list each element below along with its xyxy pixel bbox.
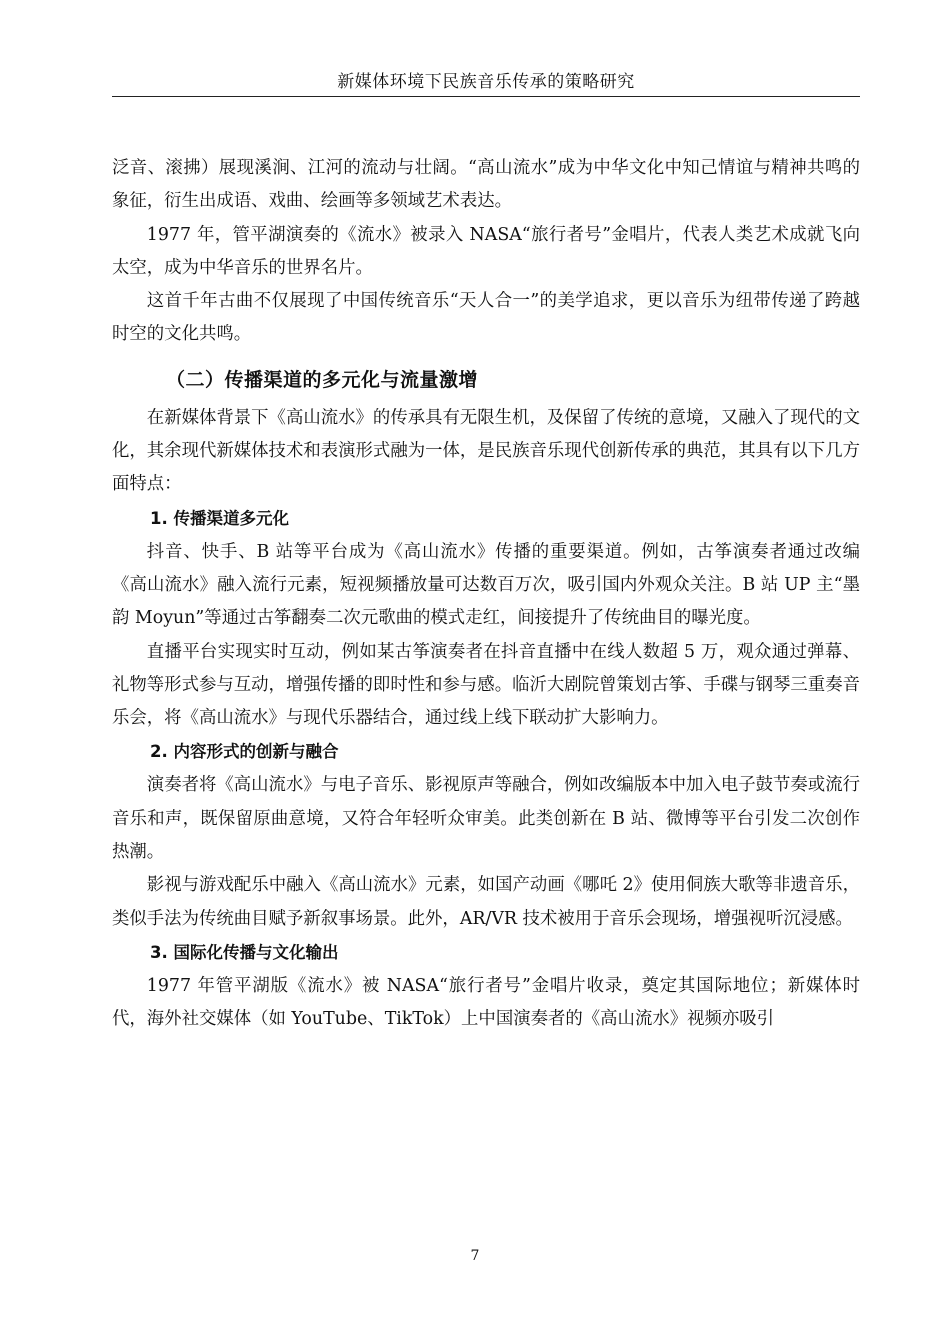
paragraph-aesthetic: 这首千年古曲不仅展现了中国传统音乐“天人合一”的美学追求，更以音乐为纽带传递了跨越时空的文化共鸣。 bbox=[112, 291, 860, 345]
running-header-title: 新媒体环境下民族音乐传承的策略研究 bbox=[337, 72, 635, 92]
paragraph-film-games: 影视与游戏配乐中融入《高山流水》元素，如国产动画《哪吒 2》使用侗族大歌等非遗音乐，类似手法为传统曲目赋予新叙事场景。此外，AR/VR 技术被用于音乐会现场，增强视听沉浸感。 bbox=[112, 875, 860, 929]
paragraph-international: 1977 年管平湖版《流水》被 NASA“旅行者号”金唱片收录，奠定其国际地位；新媒体时代，海外社交媒体（如 YouTube、TikTok）上中国演奏者的《高山流水》视频亦吸引 bbox=[112, 975, 860, 1030]
subheading-channels: 1. 传播渠道多元化 bbox=[150, 508, 289, 528]
paragraph-voyager-record: 1977 年，管平湖演奏的《流水》被录入 NASA“旅行者号”金唱片，代表人类艺术成就飞向太空，成为中华音乐的世界名片。 bbox=[112, 224, 860, 278]
paragraph-platforms: 抖音、快手、B 站等平台成为《高山流水》传播的重要渠道。例如，古筝演奏者通过改编《高山流水》融入流行元素，短视频播放量可达数百万次，吸引国内外观众关注。B 站 UP 主“墨韵 Moyun”等通过古筝翻奏二次元歌曲的模式走红，间接提升了传统曲目的曝光度。 bbox=[112, 541, 860, 629]
paragraph-livestream: 直播平台实现实时互动，例如某古筝演奏者在抖音直播中在线人数超 5 万，观众通过弹幕、礼物等形式参与互动，增强传播的即时性和参与感。临沂大剧院曾策划古筝、手碟与钢琴三重奏音乐会，将《高山流水》与现代乐器结合，通过线上线下联动扩大影响力。 bbox=[112, 641, 860, 729]
paragraph-fusion: 演奏者将《高山流水》与电子音乐、影视原声等融合，例如改编版本中加入电子鼓节奏或流行音乐和声，既保留原曲意境，又符合年轻听众审美。此类创新在 B 站、微博等平台引发二次创作热潮。 bbox=[112, 775, 860, 863]
paragraph-intro: 在新媒体背景下《高山流水》的传承具有无限生机，及保留了传统的意境，又融入了现代的文化，其余现代新媒体技术和表演形式融为一体，是民族音乐现代创新传承的典范，其具有以下几方面特点： bbox=[112, 407, 860, 495]
subheading-content-innovation: 2. 内容形式的创新与融合 bbox=[150, 742, 339, 762]
section-heading: （二）传播渠道的多元化与流量激增 bbox=[166, 368, 479, 391]
paragraph-continued: 泛音、滚拂）展现溪涧、江河的流动与壮阔。“高山流水”成为中华文化中知己情谊与精神共鸣的象征，衍生出成语、戏曲、绘画等多领域艺术表达。 bbox=[112, 158, 860, 212]
subheading-international: 3. 国际化传播与文化输出 bbox=[150, 942, 339, 962]
page-body bbox=[112, 152, 860, 1037]
page-number: 7 bbox=[470, 1248, 480, 1264]
header-divider bbox=[112, 96, 860, 97]
